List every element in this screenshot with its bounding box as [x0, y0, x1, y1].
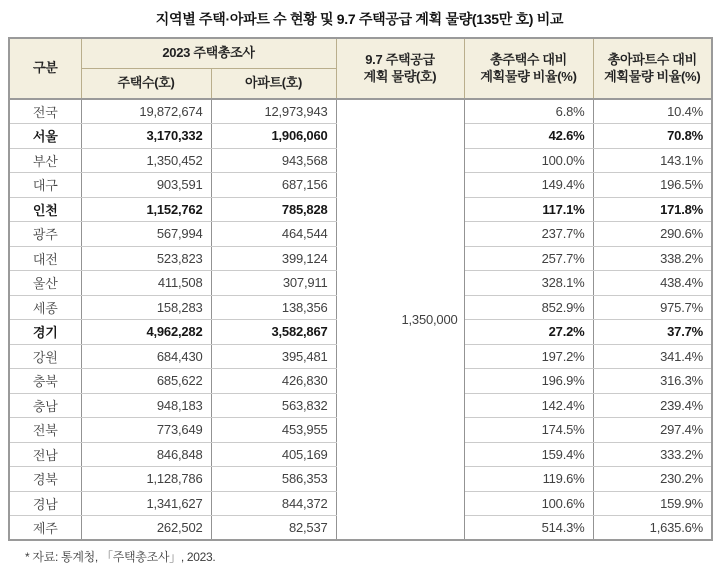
apartments-cell: 82,537: [211, 516, 336, 541]
region-cell: 광주: [9, 222, 81, 247]
house-ratio-cell: 852.9%: [464, 295, 593, 320]
region-cell: 대구: [9, 173, 81, 198]
apartments-cell: 399,124: [211, 246, 336, 271]
houses-cell: 773,649: [81, 418, 211, 443]
region-cell: 전북: [9, 418, 81, 443]
table-row: [9, 99, 712, 124]
region-cell: 제주: [9, 516, 81, 541]
apartments-cell: 1,906,060: [211, 124, 336, 149]
house-ratio-cell: 27.2%: [464, 320, 593, 345]
region-cell: 전남: [9, 442, 81, 467]
apt-ratio-cell: 239.4%: [593, 393, 712, 418]
apartments-cell: 563,832: [211, 393, 336, 418]
header-apartments: 아파트(호): [211, 68, 336, 99]
housing-table: [8, 37, 713, 541]
region-cell: 세종: [9, 295, 81, 320]
apartments-cell: 844,372: [211, 491, 336, 516]
region-cell: 강원: [9, 344, 81, 369]
header-census-group: 2023 주택총조사: [81, 38, 336, 68]
apartments-cell: 3,582,867: [211, 320, 336, 345]
apt-ratio-cell: 316.3%: [593, 369, 712, 394]
region-cell: 인천: [9, 197, 81, 222]
apt-ratio-cell: 297.4%: [593, 418, 712, 443]
apt-ratio-cell: 341.4%: [593, 344, 712, 369]
houses-cell: 567,994: [81, 222, 211, 247]
houses-cell: 262,502: [81, 516, 211, 541]
house-ratio-cell: 159.4%: [464, 442, 593, 467]
houses-cell: 4,962,282: [81, 320, 211, 345]
houses-cell: 1,152,762: [81, 197, 211, 222]
apt-ratio-cell: 338.2%: [593, 246, 712, 271]
house-ratio-cell: 174.5%: [464, 418, 593, 443]
header-plan-line2: 계획 물량(호): [363, 68, 437, 84]
house-ratio-cell: 237.7%: [464, 222, 593, 247]
region-cell: 부산: [9, 148, 81, 173]
apartments-cell: 464,544: [211, 222, 336, 247]
houses-cell: 523,823: [81, 246, 211, 271]
apt-ratio-cell: 438.4%: [593, 271, 712, 296]
houses-cell: 903,591: [81, 173, 211, 198]
table-header: [9, 38, 712, 99]
houses-cell: 684,430: [81, 344, 211, 369]
header-apt-ratio-line2: 계획물량 비율(%): [604, 68, 701, 84]
house-ratio-cell: 514.3%: [464, 516, 593, 541]
header-apt-ratio: [593, 38, 712, 99]
region-cell: 울산: [9, 271, 81, 296]
apt-ratio-cell: 290.6%: [593, 222, 712, 247]
apartments-cell: 586,353: [211, 467, 336, 492]
apt-ratio-cell: 159.9%: [593, 491, 712, 516]
houses-cell: 846,848: [81, 442, 211, 467]
house-ratio-cell: 117.1%: [464, 197, 593, 222]
plan-volume-cell: 1,350,000: [336, 99, 464, 540]
page-title: 지역별 주택·아파트 수 현황 및 9.7 주택공급 계획 물량(135만 호) 비교: [155, 11, 564, 27]
apartments-cell: 943,568: [211, 148, 336, 173]
region-cell: 경기: [9, 320, 81, 345]
house-ratio-cell: 42.6%: [464, 124, 593, 149]
apartments-cell: 426,830: [211, 369, 336, 394]
header-house-ratio-line2: 계획물량 비율(%): [480, 68, 577, 84]
houses-cell: 158,283: [81, 295, 211, 320]
header-category: 구분: [9, 38, 81, 99]
apt-ratio-cell: 37.7%: [593, 320, 712, 345]
apt-ratio-cell: 975.7%: [593, 295, 712, 320]
housing-table-container: [8, 37, 713, 541]
apartments-cell: 138,356: [211, 295, 336, 320]
house-ratio-cell: 328.1%: [464, 271, 593, 296]
houses-cell: 3,170,332: [81, 124, 211, 149]
house-ratio-cell: 6.8%: [464, 99, 593, 124]
apartments-cell: 453,955: [211, 418, 336, 443]
region-cell: 충남: [9, 393, 81, 418]
region-cell: 충북: [9, 369, 81, 394]
house-ratio-cell: 149.4%: [464, 173, 593, 198]
header-house-ratio-line1: 총주택수 대비: [490, 52, 567, 68]
houses-cell: 685,622: [81, 369, 211, 394]
header-plan-volume: [336, 38, 464, 99]
house-ratio-cell: 100.6%: [464, 491, 593, 516]
houses-cell: 1,341,627: [81, 491, 211, 516]
houses-cell: 19,872,674: [81, 99, 211, 124]
houses-cell: 1,350,452: [81, 148, 211, 173]
house-ratio-cell: 196.9%: [464, 369, 593, 394]
apt-ratio-cell: 143.1%: [593, 148, 712, 173]
apartments-cell: 12,973,943: [211, 99, 336, 124]
header-apt-ratio-line1: 총아파트수 대비: [607, 52, 697, 68]
region-cell: 경북: [9, 467, 81, 492]
apt-ratio-cell: 70.8%: [593, 124, 712, 149]
source-note: * 자료: 통계청, 「주택총조사」, 2023.: [25, 550, 216, 564]
houses-cell: 948,183: [81, 393, 211, 418]
region-cell: 전국: [9, 99, 81, 124]
houses-cell: 1,128,786: [81, 467, 211, 492]
apt-ratio-cell: 171.8%: [593, 197, 712, 222]
region-cell: 대전: [9, 246, 81, 271]
header-houses: 주택수(호): [81, 68, 211, 99]
region-cell: 경남: [9, 491, 81, 516]
apartments-cell: 687,156: [211, 173, 336, 198]
apt-ratio-cell: 333.2%: [593, 442, 712, 467]
house-ratio-cell: 257.7%: [464, 246, 593, 271]
header-house-ratio: [464, 38, 593, 99]
apt-ratio-cell: 1,635.6%: [593, 516, 712, 541]
house-ratio-cell: 119.6%: [464, 467, 593, 492]
table-body: [9, 99, 712, 540]
apartments-cell: 785,828: [211, 197, 336, 222]
apt-ratio-cell: 230.2%: [593, 467, 712, 492]
house-ratio-cell: 100.0%: [464, 148, 593, 173]
house-ratio-cell: 197.2%: [464, 344, 593, 369]
house-ratio-cell: 142.4%: [464, 393, 593, 418]
houses-cell: 411,508: [81, 271, 211, 296]
apartments-cell: 395,481: [211, 344, 336, 369]
region-cell: 서울: [9, 124, 81, 149]
apartments-cell: 307,911: [211, 271, 336, 296]
header-plan-line1: 9.7 주택공급: [365, 52, 435, 68]
apt-ratio-cell: 196.5%: [593, 173, 712, 198]
apt-ratio-cell: 10.4%: [593, 99, 712, 124]
apartments-cell: 405,169: [211, 442, 336, 467]
